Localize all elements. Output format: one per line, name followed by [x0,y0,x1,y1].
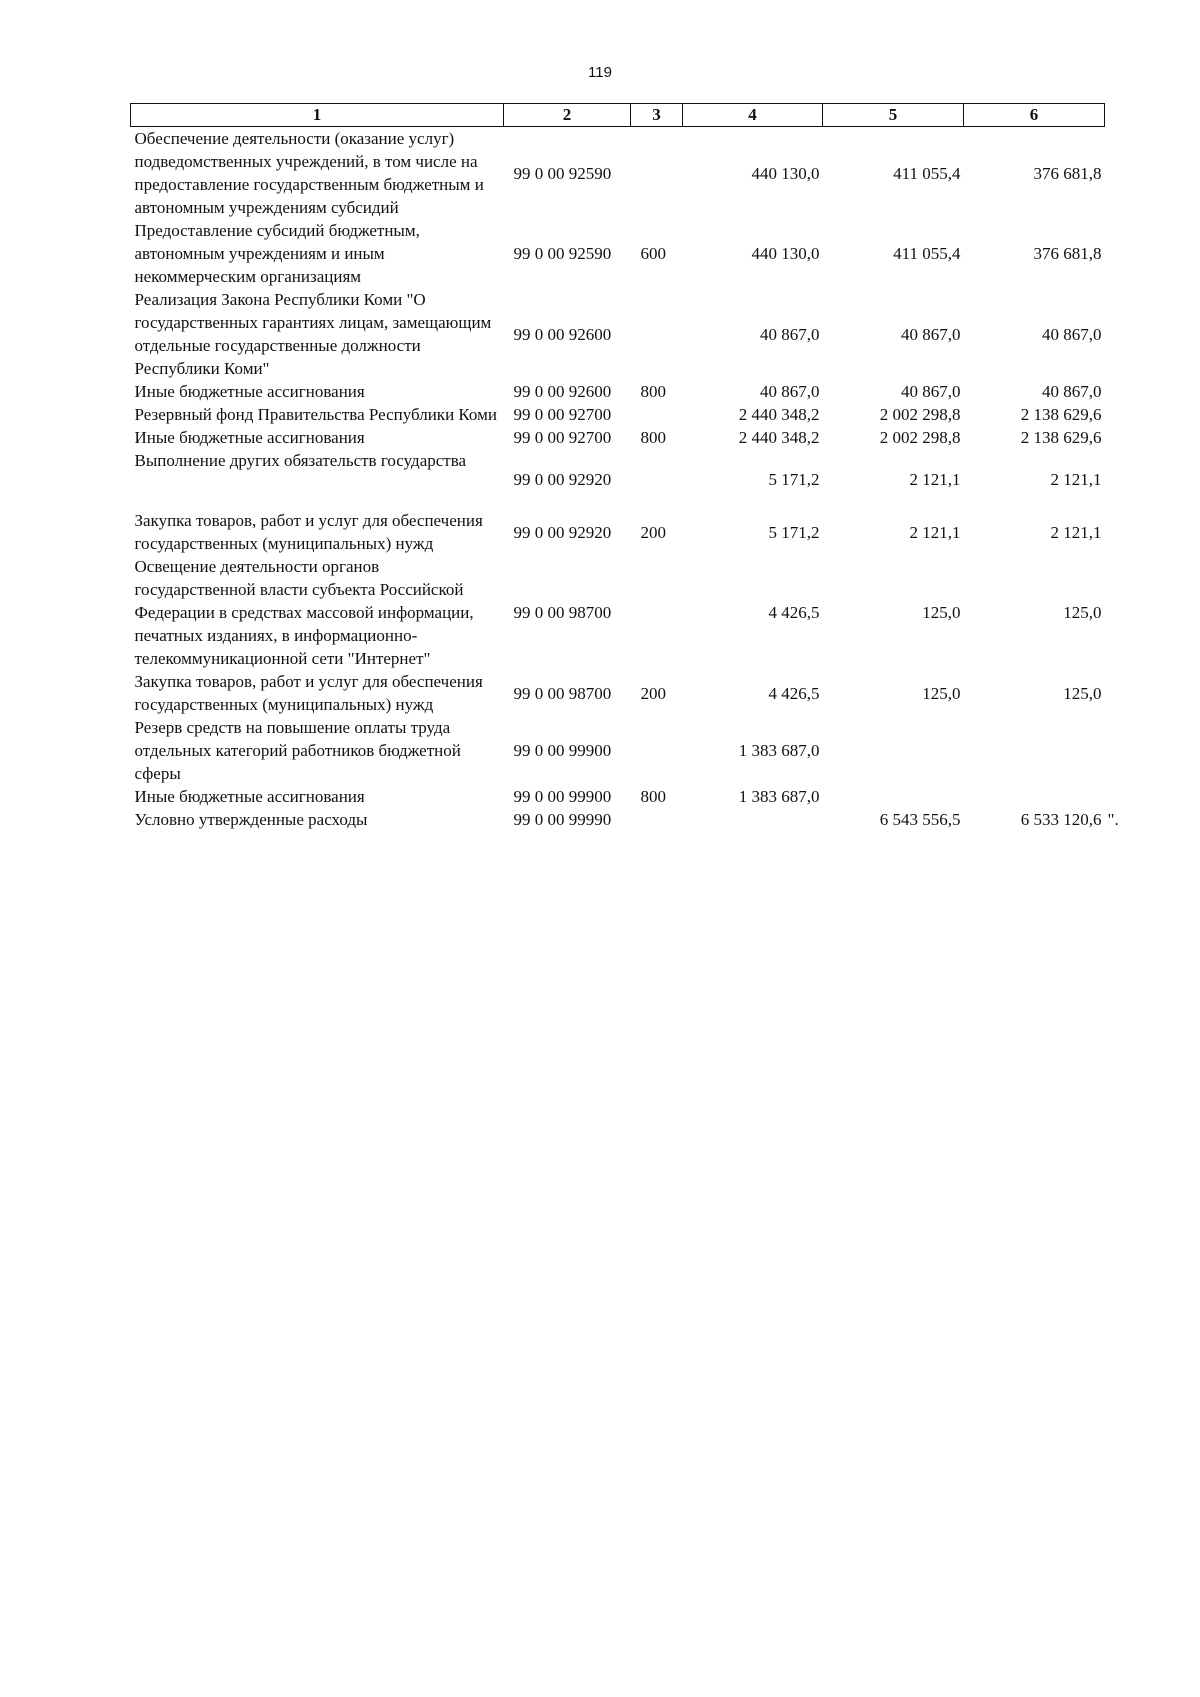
row-code: 99 0 00 92600 [513,382,612,401]
row-year1: 1 383 687,0 [738,741,820,760]
row-code: 99 0 00 99900 [513,741,612,760]
row-vr: 800 [640,787,666,806]
table-row [131,785,1105,808]
table-row [131,380,1105,403]
row-year2: 125,0 [922,683,961,703]
row-vr [631,716,683,785]
table-row [131,670,1105,716]
row-name: Закупка товаров, работ и услуг для обеспечения государственных (муниципальных) нужд [134,672,483,714]
row-year3: 40 867,0 [1042,324,1102,344]
header-row [131,104,1105,127]
col-header-6: 6 [964,104,1105,127]
row-code: 99 0 00 92920 [513,469,612,489]
row-name: Выполнение других обязательств государства [134,451,467,470]
row-code: 99 0 00 98700 [513,683,612,703]
row-year3: 125,0 [1063,683,1102,703]
row-name: Закупка товаров, работ и услуг для обеспечения государственных (муниципальных) нужд [134,511,483,553]
table-row [131,403,1105,426]
row-year1: 2 440 348,2 [738,428,820,447]
row-year2: 2 121,1 [909,469,961,489]
budget-table [130,103,1119,831]
row-year2: 125,0 [922,603,961,622]
row-vr: 800 [640,382,666,401]
row-year1: 440 130,0 [751,244,820,263]
row-year2 [823,716,964,785]
row-year2: 6 543 556,5 [879,810,961,829]
table-row [131,509,1105,555]
row-year1: 5 171,2 [768,469,820,489]
row-code: 99 0 00 92590 [513,163,612,183]
row-name: Иные бюджетные ассигнования [134,787,365,806]
row-year2: 2 121,1 [909,522,961,542]
row-vr [631,288,683,380]
row-code: 99 0 00 98700 [513,603,612,622]
row-vr [631,808,683,831]
row-vr [631,555,683,670]
row-year2: 40 867,0 [901,324,961,344]
row-year1: 4 426,5 [768,683,820,703]
table-row [131,808,1105,831]
row-year1 [683,808,823,831]
row-name: Резервный фонд Правительства Республики Коми [134,405,497,424]
row-year3: 2 121,1 [1050,522,1102,542]
row-vr: 800 [640,428,666,447]
row-code: 99 0 00 99990 [513,810,612,829]
row-year3: 125,0 [1063,603,1102,622]
table-row [131,716,1105,785]
row-year3: 2 138 629,6 [1020,428,1102,447]
row-year1: 40 867,0 [760,382,820,401]
row-year3: 2 138 629,6 [1020,405,1102,424]
row-year1: 40 867,0 [760,324,820,344]
row-year3: 40 867,0 [1042,382,1102,401]
page-number: 119 [588,64,612,81]
row-code: 99 0 00 92920 [513,522,612,542]
row-year3 [964,716,1105,785]
row-name: Иные бюджетные ассигнования [134,382,365,401]
col-header-3: 3 [631,104,683,127]
table-row [131,219,1105,288]
table-row [131,426,1105,449]
table-header [131,104,1105,127]
col-header-1: 1 [131,104,504,127]
row-code: 99 0 00 92600 [513,324,612,344]
table-row [131,288,1105,380]
row-year2 [823,785,964,808]
row-year2: 411 055,4 [893,244,961,263]
row-name: Иные бюджетные ассигнования [134,428,365,447]
col-header-5: 5 [823,104,964,127]
row-name: Резерв средств на повышение оплаты труда отдельных категорий работников бюджетной сферы [134,718,461,783]
row-name: Условно утвержденные расходы [134,810,368,829]
row-year3 [964,785,1105,808]
table-row [131,449,1105,509]
table-row [131,127,1105,220]
row-vr: 200 [640,522,666,542]
row-code: 99 0 00 92700 [513,405,612,424]
row-year3: 376 681,8 [1033,163,1102,183]
row-year1: 440 130,0 [751,163,820,183]
col-header-2: 2 [504,104,631,127]
row-year2: 40 867,0 [901,382,961,401]
row-vr: 200 [640,683,666,703]
row-name: Предоставление субсидий бюджетным, автономным учреждениям и иным некоммерческим организациям [134,221,420,286]
row-year3 [964,808,1119,831]
row-year1: 2 440 348,2 [738,405,820,424]
row-year1: 5 171,2 [768,522,820,542]
table-row [131,555,1105,670]
row-year2: 411 055,4 [893,163,961,183]
row-vr [631,403,683,426]
row-year1: 1 383 687,0 [738,787,820,806]
row-name: Освещение деятельности органов государственной власти субъекта Российской Федерации в средствах массовой информации, печатных изданиях, в информационно-телекоммуникационной сети "Интернет" [134,557,474,668]
row-code: 99 0 00 92590 [513,244,612,263]
table-body [131,127,1119,832]
row-code: 99 0 00 92700 [513,428,612,447]
col-header-4: 4 [683,104,823,127]
row-name: Реализация Закона Республики Коми "О государственных гарантиях лицам, замещающим отдельные государственные должности Республики Коми" [134,290,492,378]
row-year3: 2 121,1 [1050,469,1102,489]
row-year1: 4 426,5 [768,603,820,622]
row-year2: 2 002 298,8 [879,405,961,424]
row-year3-value: 6 533 120,6 [1020,810,1102,829]
row-vr [631,449,683,509]
row-year3: 376 681,8 [1033,244,1102,263]
row-vr [631,127,683,220]
closing-quote-mark: ". [1107,810,1119,829]
row-code: 99 0 00 99900 [513,787,612,806]
row-year2: 2 002 298,8 [879,428,961,447]
row-name: Обеспечение деятельности (оказание услуг) подведомственных учреждений, в том числе на предоставление государственным бюджетным и автономным учреждениям субсидий [134,129,484,217]
row-vr: 600 [640,244,666,263]
